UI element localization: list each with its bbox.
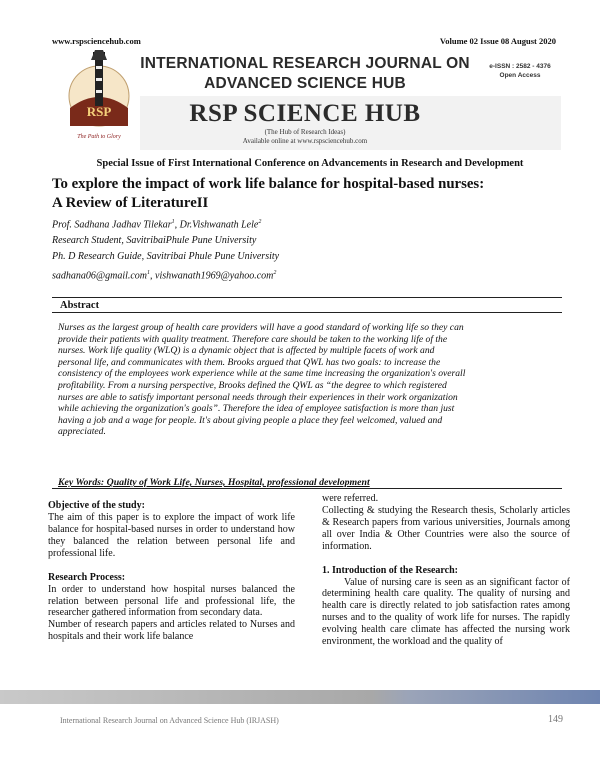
journal-title-line2: ADVANCED SCIENCE HUB — [204, 75, 406, 92]
footer-bar — [0, 690, 600, 704]
keywords: Key Words: Quality of Work Life, Nurses, Hospital, professional development — [58, 477, 370, 488]
abstract-line: consistency of the employees work experience while at the same time increasing the organization's overall — [58, 368, 466, 380]
left-column — [48, 500, 295, 643]
author-names — [52, 214, 552, 233]
intro-text: Value of nursing care is seen as an significant factor of determining health care quality. The quality of nursing and health care is directly related to job satisfaction rates among nurses and to the quality of work life for nurses. The rapidly evolving health care climate has affected the nursing work environment, the workload and the quality of — [322, 576, 570, 648]
objective-text: The aim of this paper is to explore the impact of work life balance for hospital-based nurses in order to understand how they balanced the relation between personal life and professional life. — [48, 512, 295, 559]
abstract-line: profitability. From a nursing perspective, Brooks defined the QWL as “the degree to which registered — [58, 379, 447, 391]
author-2-sup: 2 — [258, 219, 262, 225]
author-block — [52, 214, 552, 285]
issn: e-ISSN : 2582 - 4376 — [489, 63, 551, 70]
journal-title — [140, 54, 470, 94]
author-2: Dr.Vishwanath Lele — [179, 219, 259, 231]
keywords-divider — [52, 488, 562, 489]
abstract-body — [58, 322, 560, 438]
affiliation-2: Ph. D Research Guide, Savitribai Phule Pune University — [52, 251, 280, 263]
abstract-line: provide their patients with quality treatment. Therefore care should be taken to the working life of the — [58, 333, 448, 345]
footer-journal: International Research Journal on Advanced Science Hub (IRJASH) — [60, 716, 279, 725]
page-number: 149 — [548, 714, 563, 725]
volume-info: Volume 02 Issue 08 August 2020 — [439, 36, 556, 46]
email-2[interactable]: vishwanath1969@yahoo.com — [155, 270, 274, 282]
collecting-text: Collecting & studying the Research thesis, Scholarly articles & Research papers from various universities, Journals among all over India & Other Countries were also the source of information. — [322, 504, 570, 552]
paper-title-line1: To explore the impact of work life balance for hospital-based nurses: — [52, 176, 485, 192]
abstract-line: Nurses as the largest group of health care providers will have a good standard of working life so they can — [58, 322, 464, 333]
author-sep: , — [174, 219, 180, 231]
hub-title: RSP SCIENCE HUB — [189, 100, 421, 127]
author-1: Prof. Sadhana Jadhav Tilekar — [52, 219, 172, 231]
hub-subtitle — [140, 128, 470, 146]
abstract-line: having a job and a wage for people. It's about giving people a place they feel welcomed, valued and — [58, 414, 443, 426]
rsp-logo — [58, 46, 140, 144]
hub-tagline: (The Hub of Research Ideas) — [264, 128, 346, 136]
intro-heading: 1. Introduction of the Research: — [322, 564, 459, 576]
open-access: Open Access — [499, 72, 541, 79]
paper-title — [52, 175, 562, 213]
email-1-sup: 1 — [147, 270, 151, 277]
abstract-line: while achieving the organization's goals”. Therefore the idea of employee satisfaction is more than just — [58, 403, 455, 415]
process-text-2: Number of research papers and articles related to Nurses and hospitals and their work life balance — [48, 619, 295, 643]
paper-title-line2: A Review of LiteratureII — [52, 195, 209, 211]
abstract-line: nurses. Work life quality (WLQ) is a dynamic object that is affected by multiple facets of work and — [58, 345, 435, 357]
abstract-line: appreciated. — [58, 426, 106, 438]
right-column — [322, 493, 570, 648]
email-1[interactable]: sadhana06@gmail.com — [52, 270, 148, 282]
issn-block — [470, 62, 570, 80]
author-emails — [52, 265, 552, 284]
special-issue: Special Issue of First International Conference on Advancements in Research and Development — [96, 158, 524, 169]
process-text-1: In order to understand how hospital nurses balanced the relation between personal life and professional life, the researcher gathered information from secondary data. — [48, 583, 295, 619]
abstract-heading: Abstract — [52, 297, 562, 313]
site-url: www.rspsciencehub.com — [52, 36, 141, 46]
logo-motto: The Path to Glory — [77, 134, 121, 140]
email-sep: , — [150, 270, 156, 282]
continued-text: were referred. — [322, 493, 379, 504]
author-1-sup: 1 — [171, 219, 175, 225]
process-heading: Research Process: — [48, 571, 126, 583]
email-2-sup: 2 — [273, 270, 277, 277]
logo-text: RSP — [86, 104, 112, 119]
abstract-line: nurses are able to satisfy important personal needs through their experiences in their work organization — [58, 391, 458, 403]
abstract-line: personal life, and communicates with them. Brooks argued that QWL has two goals: to increase the — [58, 356, 441, 368]
affiliation-1: Research Student, SavitribaiPhule Pune University — [52, 235, 257, 247]
objective-heading: Objective of the study: — [48, 500, 145, 511]
journal-title-line1: INTERNATIONAL RESEARCH JOURNAL ON — [140, 55, 470, 72]
hub-online: Available online at www.rspsciencehub.com — [242, 137, 368, 145]
